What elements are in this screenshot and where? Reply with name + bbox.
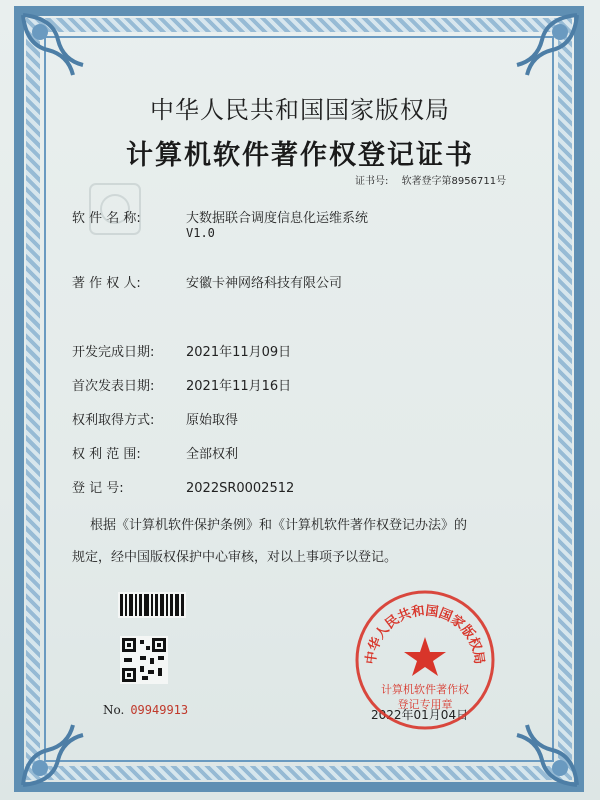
field-label: 权利取得方式: <box>72 413 155 428</box>
field-label: 权 利 范 围: <box>72 447 141 462</box>
issuer-name: 中华人民共和国国家版权局 <box>150 96 450 124</box>
qr-code-icon <box>120 636 168 684</box>
seal-inner-line-2: 登记专用章 <box>397 698 453 711</box>
corner-ornament-icon <box>512 10 582 80</box>
field-software-name <box>72 207 368 226</box>
cert-number-label: 证书号: <box>355 176 389 187</box>
corner-ornament-icon <box>512 720 582 790</box>
field-label: 著 作 权 人: <box>72 276 141 291</box>
certificate-number <box>355 172 506 187</box>
field-value: 全部权利 <box>186 447 239 462</box>
serial-value: 09949913 <box>130 703 189 717</box>
field-dev-completion-date <box>72 341 291 360</box>
field-registration-number <box>72 477 294 496</box>
corner-ornament-icon <box>18 720 88 790</box>
serial-label: No. <box>103 703 125 717</box>
official-seal <box>350 585 500 735</box>
seal-inner-line-1: 计算机软件著作权 <box>381 683 469 696</box>
certificate-title: 计算机软件著作权登记证书 <box>126 140 474 171</box>
field-value: 2022SR0002512 <box>186 481 295 496</box>
issue-date: 2022年01月04日 <box>371 708 469 722</box>
cert-number-value: 软著登字第8956711号 <box>401 176 507 187</box>
statement-line-1: 根据《计算机软件保护条例》和《计算机软件著作权登记办法》的 <box>90 518 468 533</box>
field-label: 开发完成日期: <box>72 345 155 360</box>
field-first-publish-date <box>72 375 291 394</box>
barcode-icon <box>118 592 186 618</box>
software-version: V1.0 <box>186 226 215 240</box>
statement-line-2: 规定，经中国版权保护中心审核，对以上事项予以登记。 <box>72 550 398 565</box>
field-value: 2021年11月09日 <box>186 345 292 360</box>
field-value: 原始取得 <box>186 413 239 428</box>
field-acquisition-method <box>72 409 238 428</box>
field-value: 大数据联合调度信息化运维系统 <box>186 211 369 226</box>
field-rights-scope <box>72 443 238 462</box>
field-label: 软 件 名 称: <box>72 211 141 226</box>
field-value: 2021年11月16日 <box>186 379 292 394</box>
field-copyright-owner <box>72 272 342 291</box>
seal-ring-text: 中华人民共和国国家版权局 <box>363 603 487 666</box>
serial-number <box>103 703 188 717</box>
legal-statement <box>72 510 542 574</box>
corner-ornament-icon <box>18 10 88 80</box>
field-label: 首次发表日期: <box>72 379 155 394</box>
field-value: 安徽卡神网络科技有限公司 <box>186 276 343 291</box>
field-label: 登 记 号: <box>72 481 124 496</box>
